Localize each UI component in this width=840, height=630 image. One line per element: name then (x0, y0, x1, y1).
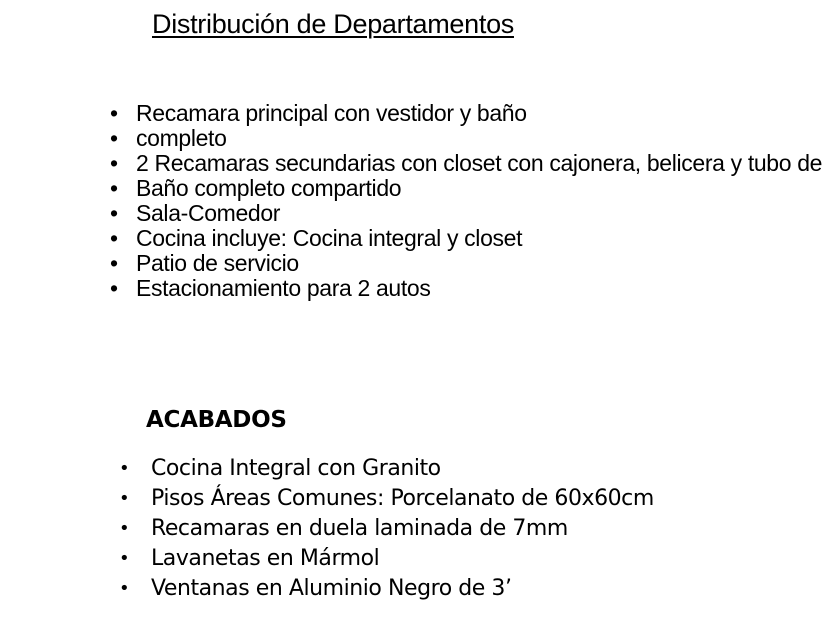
list-item (117, 574, 817, 604)
acabados-list (117, 454, 817, 604)
list-item-text: 2 Recamaras secundarias con closet con cajonera, belicera y tubo de (136, 150, 823, 176)
list-item (108, 251, 840, 276)
bullet: • (110, 250, 118, 276)
list-item (117, 454, 817, 484)
list-item (108, 151, 840, 176)
bullet: • (119, 458, 130, 479)
list-item-text: Recamara principal con vestidor y baño (136, 101, 527, 126)
acabados-heading: ACABADOS (146, 407, 287, 433)
list-item (117, 544, 817, 574)
list-item (108, 226, 840, 251)
page-title: Distribución de Departamentos (152, 9, 514, 39)
list-item-text: Baño completo compartido (136, 175, 402, 201)
list-item-text: Patio de servicio (136, 250, 299, 276)
list-item-text: Cocina Integral con Granito (151, 456, 441, 481)
bullet: • (110, 150, 118, 176)
list-item (108, 276, 840, 301)
list-item (108, 201, 840, 226)
bullet: • (119, 548, 130, 569)
list-item (108, 101, 840, 126)
bullet: • (119, 578, 130, 599)
bullet: • (119, 488, 130, 509)
bullet: • (119, 518, 130, 539)
bullet: • (110, 225, 118, 251)
list-item-text: Pisos Áreas Comunes: Porcelanato de 60x60cm (151, 486, 654, 511)
list-item-text: Cocina incluye: Cocina integral y closet (136, 225, 523, 251)
list-item-text: completo (136, 125, 227, 151)
list-item-text: Lavanetas en Mármol (151, 546, 380, 571)
bullet: • (110, 275, 118, 301)
list-item (108, 126, 840, 151)
bullet: • (110, 200, 118, 226)
list-item-text: Ventanas en Aluminio Negro de 3’ (151, 576, 512, 601)
list-item-text: Recamaras en duela laminada de 7mm (151, 516, 568, 541)
bullet: • (110, 175, 118, 201)
bullet: • (110, 101, 118, 126)
list-item-text: Sala-Comedor (136, 200, 281, 226)
list-item-text: Estacionamiento para 2 autos (136, 275, 431, 301)
list-item (108, 176, 840, 201)
department-features-list (108, 101, 840, 301)
list-item (117, 484, 817, 514)
list-item (117, 514, 817, 544)
bullet: • (110, 125, 118, 151)
